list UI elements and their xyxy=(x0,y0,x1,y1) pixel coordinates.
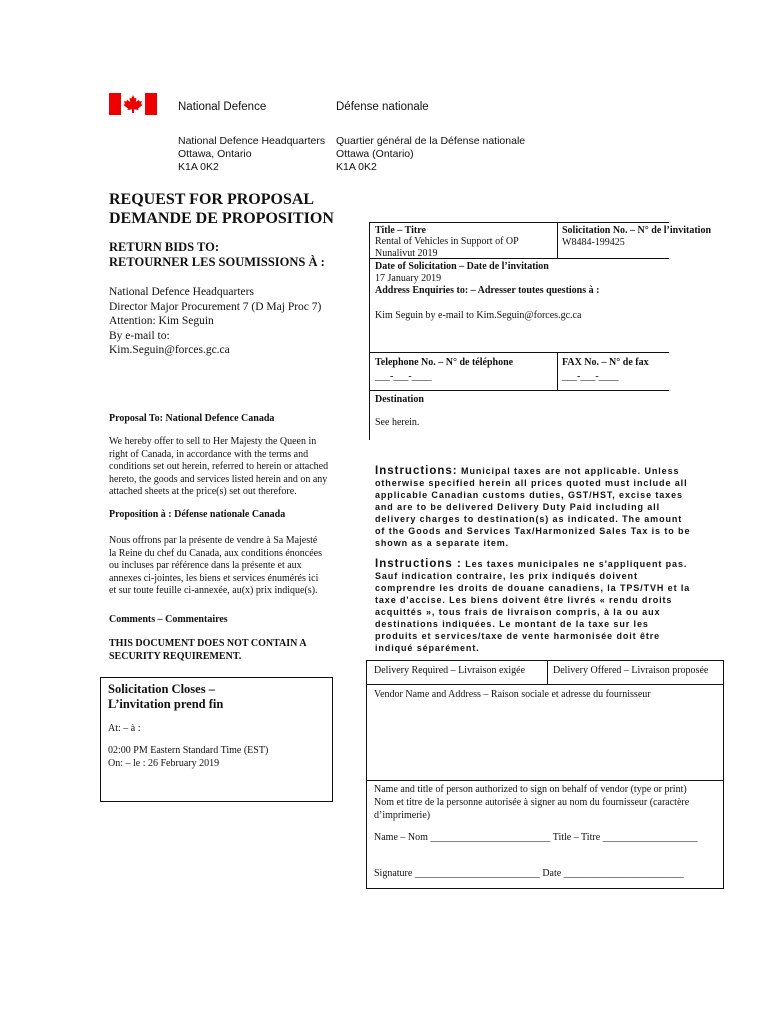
proposal-to-text: We hereby offer to sell to Her Majesty the Queen in right of Canada, in accordance with the terms and conditions set out herein, referred to herein or attached hereto, the goods and services listed herein and on any attached sheets at the price(s) set out therefore. xyxy=(109,436,329,497)
closes-time: 02:00 PM Eastern Standard Time (EST) On: – le : 26 February 2019 xyxy=(108,745,269,769)
solicitation-date-label: Date of Solicitation – Date de l’invitation xyxy=(375,261,549,272)
title-en: REQUEST FOR PROPOSAL xyxy=(109,191,315,208)
instructions-en-lead: Instructions: xyxy=(375,465,458,477)
enquiries-label: Address Enquiries to: – Adresser toutes questions à : xyxy=(375,285,600,296)
closes-at-label: At: – à : xyxy=(108,723,141,734)
enquiries-value: Kim Seguin by e-mail to Kim.Seguin@forces.gc.ca xyxy=(375,310,582,321)
dept-name-fr: Défense nationale xyxy=(336,101,429,113)
solicitation-no-value: W8484-199425 xyxy=(562,237,625,248)
closes-label: Solicitation Closes – L’invitation prend fin xyxy=(108,682,224,711)
instructions-en xyxy=(375,465,693,549)
security-requirement: THIS DOCUMENT DOES NOT CONTAIN A SECURITY REQUIREMENT. xyxy=(109,638,307,662)
instructions-fr xyxy=(375,558,693,654)
hq-address-en: National Defence Headquarters Ottawa, Ontario K1A 0K2 xyxy=(178,135,326,173)
instructions-fr-text: Les taxes municipales ne s'appliquent pas. Sauf indication contraire, les prix indiqués doivent comprendre les droits de douane canadiens, la TPS/TVH et la taxe d'accise. Les biens doivent être livrés « rendu droits acquittés », tous frais de livraison compris, à la ou aux destinations indiquées. Le montant de la taxe sur les produits et services/taxe de vente harmonisée doit être indiqué séparément. xyxy=(375,559,691,653)
delivery-required-label: Delivery Required – Livraison exigée xyxy=(374,665,526,676)
proposition-text: Nous offrons par la présente de vendre à Sa Majesté la Reine du chef du Canada, aux conditions énoncées ou incluses par référence dans la présente et aux annexes ci-jointes, les biens et services énumérés ici et sur toute feuille ci-annexée, au(x) prix indique(s). xyxy=(109,535,322,596)
return-bids-label-fr: RETOURNER LES SOUMISSIONS À : xyxy=(109,255,325,269)
instructions-fr-lead: Instructions : xyxy=(375,558,462,570)
solicitation-date-value: 17 January 2019 xyxy=(375,273,442,284)
vendor-name-address-label: Vendor Name and Address – Raison sociale et adresse du fournisseur xyxy=(374,689,651,700)
dept-name-en: National Defence xyxy=(178,101,267,113)
return-bids-label xyxy=(109,240,325,270)
fax-value: ___-___-____ xyxy=(562,371,619,382)
fax-label: FAX No. – N° de fax xyxy=(562,357,649,368)
document-title xyxy=(109,190,334,228)
proposition-label: Proposition à : Défense nationale Canada xyxy=(109,509,286,520)
delivery-offered-label: Delivery Offered – Livraison proposée xyxy=(553,665,709,676)
authorized-person-label: Name and title of person authorized to sign on behalf of vendor (type or print) Nom et titre de la personne autorisée à signer au nom du fournisseur (caractère d’imprimerie) xyxy=(374,784,690,821)
solicitation-closes-box xyxy=(100,677,333,802)
hq-address-fr: Quartier général de la Défense nationale Ottawa (Ontario) K1A 0K2 xyxy=(336,135,526,173)
telephone-value: ___-___-____ xyxy=(375,371,432,382)
telephone-label: Telephone No. – N° de téléphone xyxy=(375,357,514,368)
destination-label: Destination xyxy=(375,394,424,405)
solicitation-no-label: Solicitation No. – N° de l’invitation xyxy=(562,225,712,236)
canada-flag-icon xyxy=(109,93,157,115)
instructions-en-text: Municipal taxes are not applicable. Unless otherwise specified herein all prices quoted must include all applicable Canadian customs duties, GST/HST, excise taxes and are to be delivered Delivery Duty Paid including all delivery charges to destination(s) as indicated. The amount of the Goods and Services Tax/Harmonized Sales Tax is to be shown as a separate item. xyxy=(375,466,691,548)
comments-label: Comments – Commentaires xyxy=(109,614,228,625)
title-field-value: Rental of Vehicles in Support of OP Nunalivut 2019 xyxy=(375,236,519,259)
signature-date-line[interactable]: Signature _________________________ Date ________________________ xyxy=(374,868,684,879)
name-title-line[interactable]: Name – Nom ________________________ Title – Titre ___________________ xyxy=(374,832,698,843)
return-bids-address: National Defence Headquarters Director Major Procurement 7 (D Maj Proc 7) Attention: Kim Seguin By e-mail to: Kim.Seguin@forces.gc.ca xyxy=(109,286,322,356)
destination-value: See herein. xyxy=(375,417,420,428)
return-bids-label-en: RETURN BIDS TO: xyxy=(109,240,219,254)
title-fr: DEMANDE DE PROPOSITION xyxy=(109,210,334,227)
proposal-to-label: Proposal To: National Defence Canada xyxy=(109,413,275,424)
title-field-label: Title – Titre xyxy=(375,225,426,236)
